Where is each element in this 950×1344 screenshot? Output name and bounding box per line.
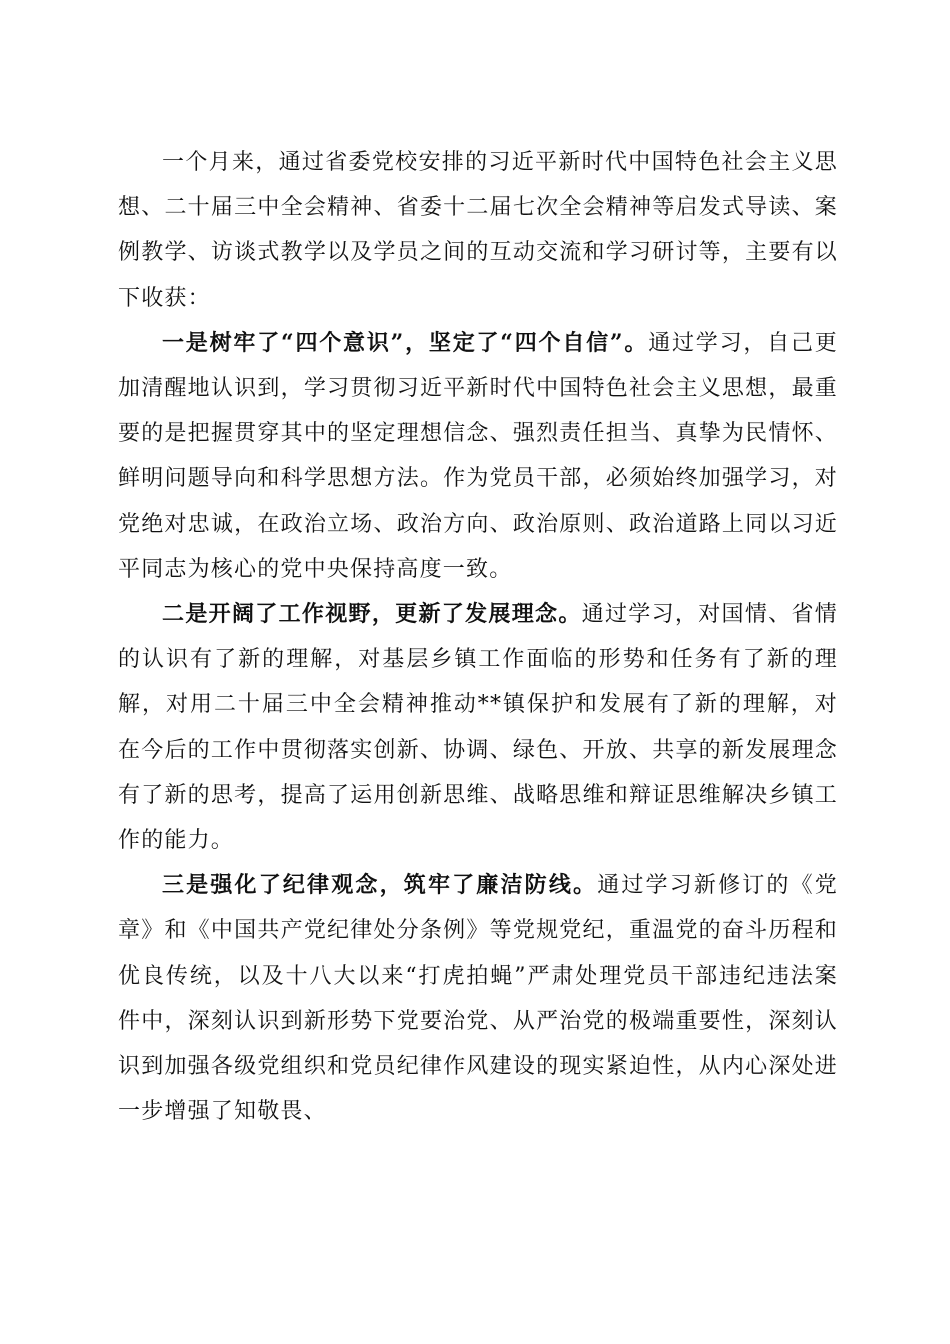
- paragraph-lead: 二是开阔了工作视野，更新了发展理念。: [162, 601, 582, 628]
- paragraph-four-consciousness: [118, 321, 838, 592]
- paragraph-text: 通过学习，对国情、省情的认识有了新的理解，对基层乡镇工作面临的形势和任务有了新的理解，对用二十届三中全会精神推动**镇保护和发展有了新的理解，对在今后的工作中贯彻落实创新、协调、绿色、开放、共享的新发展理念有了新的思考，提高了运用创新思维、战略思维和辩证思维解决乡镇工作的能力。: [118, 602, 838, 854]
- paragraph-intro: [118, 140, 838, 321]
- paragraph-text: 通过学习新修订的《党章》和《中国共产党纪律处分条例》等党规党纪，重温党的奋斗历程和优良传统，以及十八大以来“打虎拍蝇”严肃处理党员干部违纪违法案件中，深刻认识到新形势下党要治党、从严治党的极端重要性，深刻认识到加强各级党组织和党员纪律作风建设的现实紧迫性，从内心深处进一步增强了知敬畏、: [118, 873, 838, 1125]
- paragraph-lead: 三是强化了纪律观念，筑牢了廉洁防线。: [162, 872, 598, 899]
- paragraph-text: 一个月来，通过省委党校安排的习近平新时代中国特色社会主义思想、二十届三中全会精神、省委十二届七次全会精神等启发式导读、案例教学、访谈式教学以及学员之间的互动交流和学习研讨等，主要有以下收获：: [118, 150, 838, 311]
- paragraph-work-vision: [118, 592, 838, 863]
- paragraph-lead: 一是树牢了“四个意识”，坚定了“四个自信”。: [162, 329, 649, 356]
- paragraph-text: 通过学习，自己更加清醒地认识到，学习贯彻习近平新时代中国特色社会主义思想，最重要的是把握贯穿其中的坚定理想信念、强烈责任担当、真挚为民情怀、鲜明问题导向和科学思想方法。作为党员干部，必须始终加强学习，对党绝对忠诚，在政治立场、政治方向、政治原则、政治道路上同以习近平同志为核心的党中央保持高度一致。: [118, 330, 838, 582]
- paragraph-discipline: [118, 863, 838, 1134]
- document-body: [118, 140, 838, 1134]
